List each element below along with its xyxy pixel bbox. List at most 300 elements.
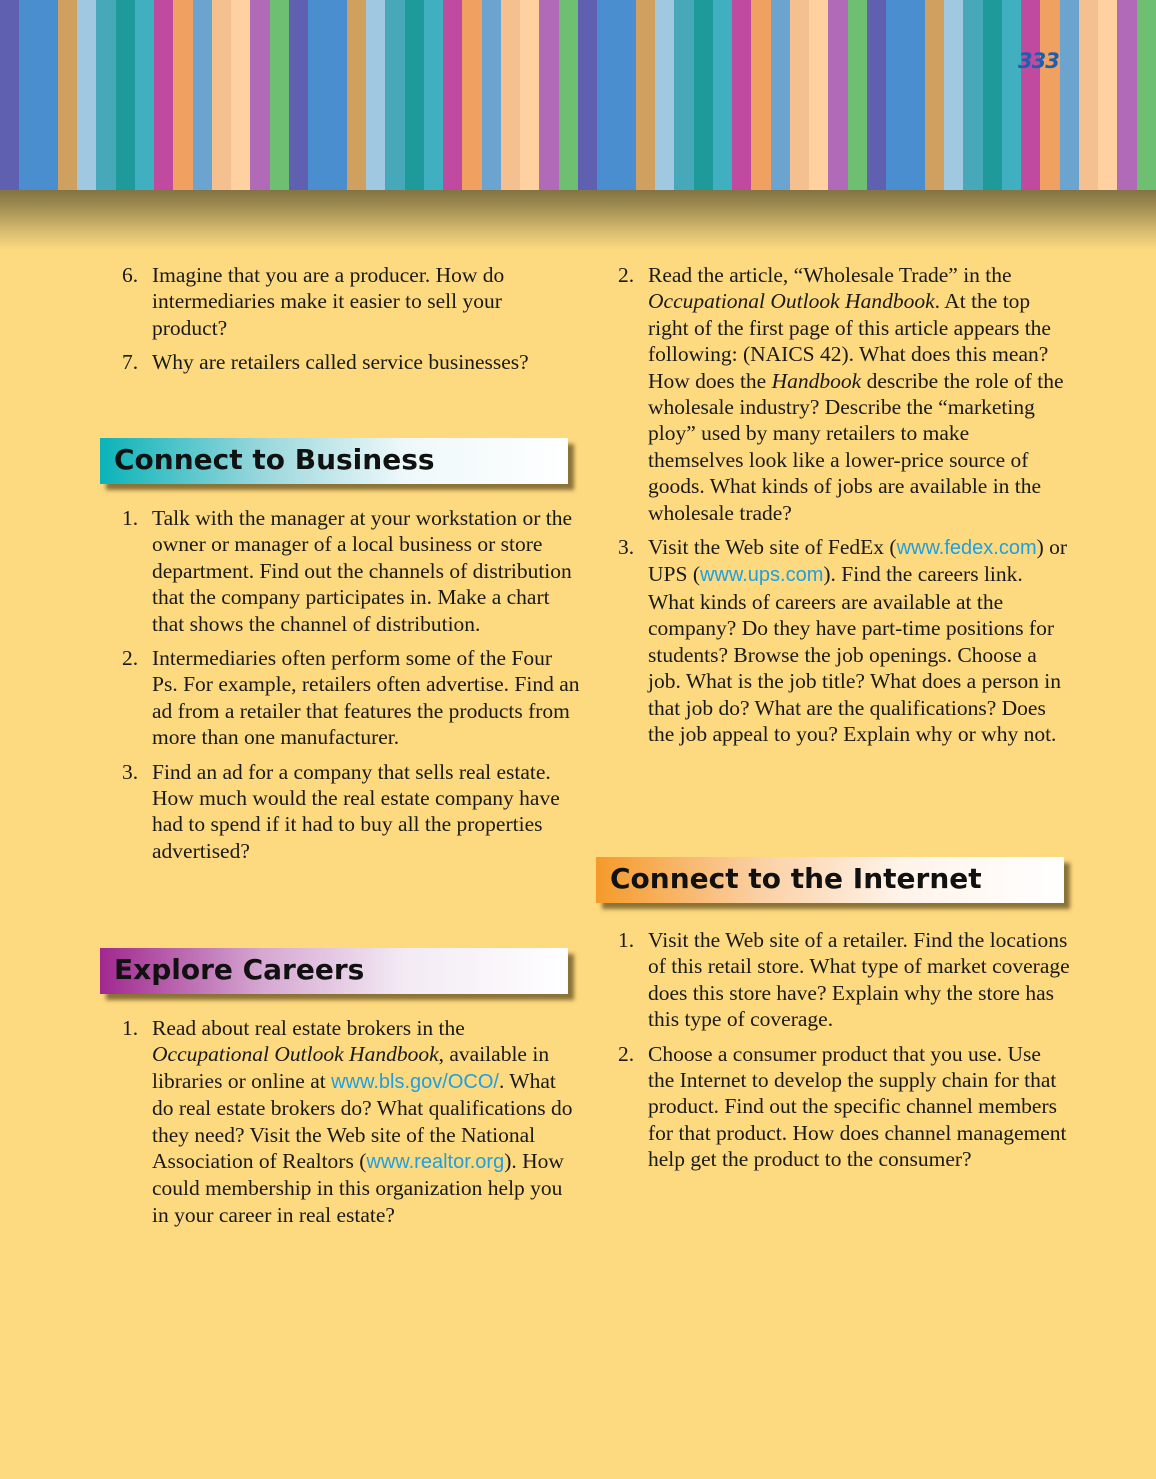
mosaic-tile (405, 148, 424, 169)
mosaic-tile (231, 127, 250, 148)
mosaic-tile (1060, 0, 1079, 21)
mosaic-tile (828, 21, 847, 42)
explore-careers-list (112, 1015, 582, 1236)
mosaic-tile (154, 148, 173, 169)
mosaic-tile (96, 21, 115, 42)
mosaic-tile (193, 42, 212, 63)
mosaic-tile (694, 21, 713, 42)
mosaic-tile (347, 148, 366, 169)
mosaic-tile (270, 127, 289, 148)
mosaic-tile (559, 169, 578, 190)
mosaic-tile (366, 63, 385, 84)
mosaic-tile (886, 21, 905, 42)
mosaic-tile (944, 21, 963, 42)
mosaic-tile (154, 0, 173, 21)
mosaic-tile (732, 106, 751, 127)
mosaic-tile (1098, 42, 1117, 63)
mosaic-tile (462, 148, 481, 169)
mosaic-tile (19, 21, 38, 42)
mosaic-tile (655, 127, 674, 148)
mosaic-tile (154, 42, 173, 63)
mosaic-tile (19, 148, 38, 169)
mosaic-tile (751, 63, 770, 84)
mosaic-tile (424, 63, 443, 84)
mosaic-tile (270, 21, 289, 42)
mosaic-tile (694, 84, 713, 105)
mosaic-tile (77, 169, 96, 190)
question-item: 7. Why are retailers called service businesses? (122, 350, 529, 375)
mosaic-tile (1021, 127, 1040, 148)
mosaic-tile (424, 169, 443, 190)
mosaic-tile (925, 84, 944, 105)
mosaic-tile (308, 42, 327, 63)
mosaic-tile (674, 84, 693, 105)
mosaic-tile (751, 84, 770, 105)
mosaic-tile (732, 63, 751, 84)
mosaic-tile (828, 127, 847, 148)
mosaic-tile (828, 169, 847, 190)
mosaic-tile (1117, 21, 1136, 42)
mosaic-tile (270, 169, 289, 190)
mosaic-tile (193, 127, 212, 148)
mosaic-tile (1117, 169, 1136, 190)
mosaic-tile (231, 84, 250, 105)
mosaic-tile (1002, 169, 1021, 190)
mosaic-tile (77, 63, 96, 84)
mosaic-tile (289, 84, 308, 105)
mosaic-tile (751, 0, 770, 21)
mosaic-tile (655, 21, 674, 42)
mosaic-tile (694, 0, 713, 21)
mosaic-tile (520, 169, 539, 190)
mosaic-tile (308, 148, 327, 169)
mosaic-tile (1079, 148, 1098, 169)
mosaic-tile (424, 21, 443, 42)
mosaic-tile (539, 0, 558, 21)
mosaic-tile (0, 21, 19, 42)
mosaic-tile (1137, 63, 1156, 84)
mosaic-tile (116, 63, 135, 84)
mosaic-tile (809, 106, 828, 127)
mosaic-tile (39, 63, 58, 84)
mosaic-tile (405, 84, 424, 105)
mosaic-tile (462, 169, 481, 190)
mosaic-tile (848, 169, 867, 190)
connect-to-business-list (112, 505, 582, 872)
mosaic-tile (424, 42, 443, 63)
mosaic-tile (1117, 127, 1136, 148)
review-questions (112, 262, 582, 376)
mosaic-tile (58, 148, 77, 169)
mosaic-tile (867, 63, 886, 84)
mosaic-tile (347, 84, 366, 105)
mosaic-tile (578, 42, 597, 63)
mosaic-tile (828, 63, 847, 84)
mosaic-tile (790, 0, 809, 21)
mosaic-tile (694, 106, 713, 127)
mosaic-tile (385, 127, 404, 148)
mosaic-tile (424, 127, 443, 148)
mosaic-tile (501, 127, 520, 148)
mosaic-tile (289, 0, 308, 21)
mosaic-tile (1079, 106, 1098, 127)
mosaic-tile (636, 0, 655, 21)
mosaic-tile (1021, 148, 1040, 169)
mosaic-tile (867, 0, 886, 21)
mosaic-tile (713, 21, 732, 42)
mosaic-tile (655, 63, 674, 84)
careers-item: 3. Visit the Web site of FedEx (www.fedex.com) or UPS (www.ups.com). Find the careers link. What kinds of careers are available at the company? Do they have part-time positions for students? Browse the job openings. Choose a job. What is the job title? What does a person in that job do? What are the qualifications? Does the job appeal to you? Explain why or why not. (618, 535, 1068, 746)
mosaic-tile (848, 106, 867, 127)
mosaic-tile (1040, 0, 1059, 21)
mosaic-tile (77, 148, 96, 169)
mosaic-tile (1021, 84, 1040, 105)
mosaic-tile (790, 148, 809, 169)
mosaic-tile (116, 106, 135, 127)
mosaic-tile (250, 127, 269, 148)
mosaic-tile (1040, 169, 1059, 190)
mosaic-tile (328, 84, 347, 105)
connect-to-internet-heading: Connect to the Internet (596, 857, 1064, 903)
mosaic-tile (617, 21, 636, 42)
mosaic-tile (771, 21, 790, 42)
mosaic-tile (443, 127, 462, 148)
mosaic-tile (385, 148, 404, 169)
mosaic-tile (116, 127, 135, 148)
mosaic-tile (867, 106, 886, 127)
mosaic-tile (539, 127, 558, 148)
mosaic-tile (1098, 127, 1117, 148)
mosaic-tile (385, 63, 404, 84)
mosaic-tile (462, 21, 481, 42)
mosaic-tile (771, 106, 790, 127)
mosaic-tile (270, 63, 289, 84)
mosaic-tile (96, 127, 115, 148)
mosaic-tile (944, 169, 963, 190)
mosaic-tile (1098, 106, 1117, 127)
mosaic-tile (867, 21, 886, 42)
mosaic-tile (674, 127, 693, 148)
mosaic-tile (19, 84, 38, 105)
mosaic-tile (944, 84, 963, 105)
mosaic-tile (520, 21, 539, 42)
mosaic-tile (1098, 84, 1117, 105)
mosaic-tile (443, 21, 462, 42)
mosaic-tile (751, 127, 770, 148)
mosaic-tile (0, 42, 19, 63)
mosaic-tile (193, 106, 212, 127)
mosaic-tile (1079, 63, 1098, 84)
left-column (112, 262, 582, 384)
mosaic-tile (1002, 106, 1021, 127)
mosaic-tile (19, 63, 38, 84)
mosaic-tile (751, 106, 770, 127)
mosaic-tile (1021, 106, 1040, 127)
mosaic-tile (173, 106, 192, 127)
mosaic-tile (328, 0, 347, 21)
mosaic-tile (1060, 148, 1079, 169)
mosaic-tile (1117, 84, 1136, 105)
mosaic-tile (906, 21, 925, 42)
mosaic-tile (809, 63, 828, 84)
mosaic-tile (501, 63, 520, 84)
mosaic-tile (1137, 42, 1156, 63)
mosaic-tile (212, 106, 231, 127)
mosaic-tile (983, 42, 1002, 63)
mosaic-tile (636, 169, 655, 190)
mosaic-tile (173, 127, 192, 148)
mosaic-tile (154, 63, 173, 84)
mosaic-tile (617, 42, 636, 63)
mosaic-tile (809, 0, 828, 21)
mosaic-tile (655, 148, 674, 169)
mosaic-tile (0, 84, 19, 105)
mosaic-tile (1021, 21, 1040, 42)
mosaic-tile (867, 42, 886, 63)
mosaic-tile (520, 106, 539, 127)
mosaic-tile (366, 42, 385, 63)
mosaic-tile (250, 21, 269, 42)
mosaic-tile (694, 63, 713, 84)
mosaic-tile (424, 0, 443, 21)
mosaic-tile (443, 63, 462, 84)
mosaic-tile (790, 106, 809, 127)
ups-link[interactable]: www.ups.com (699, 564, 824, 587)
mosaic-tile (154, 21, 173, 42)
mosaic-tile (1002, 148, 1021, 169)
mosaic-tile (96, 0, 115, 21)
mosaic-tile (597, 21, 616, 42)
mosaic-tile (1040, 106, 1059, 127)
mosaic-tile (713, 0, 732, 21)
mosaic-tile (771, 127, 790, 148)
mosaic-tile (212, 148, 231, 169)
mosaic-tile (983, 106, 1002, 127)
mosaic-tile (250, 42, 269, 63)
mosaic-tile (597, 127, 616, 148)
mosaic-tile (674, 21, 693, 42)
mosaic-tile (308, 0, 327, 21)
mosaic-tile (1060, 63, 1079, 84)
mosaic-tile (906, 169, 925, 190)
mosaic-tile (848, 84, 867, 105)
mosaic-tile (578, 0, 597, 21)
mosaic-tile (1079, 84, 1098, 105)
business-item: 3. Find an ad for a company that sells real estate. How much would the real estate company have had to spend if it had to buy all the properties advertised? (122, 759, 560, 863)
mosaic-tile (405, 106, 424, 127)
mosaic-tile (77, 84, 96, 105)
internet-item: 1. Visit the Web site of a retailer. Find the locations of this retail store. What type of market coverage does this store have? Explain why the store has this type of coverage. (618, 928, 1070, 1032)
mosaic-tile (77, 127, 96, 148)
mosaic-tile (559, 63, 578, 84)
mosaic-tile (116, 169, 135, 190)
mosaic-tile (1137, 84, 1156, 105)
mosaic-tile (790, 169, 809, 190)
mosaic-tile (983, 84, 1002, 105)
mosaic-tile (1079, 169, 1098, 190)
mosaic-tile (790, 63, 809, 84)
mosaic-tile (212, 0, 231, 21)
mosaic-tile (578, 127, 597, 148)
mosaic-tile (173, 42, 192, 63)
mosaic-tile (173, 21, 192, 42)
mosaic-tile (617, 127, 636, 148)
mosaic-tile (520, 84, 539, 105)
banner-shadow (0, 190, 1156, 250)
mosaic-tile (751, 169, 770, 190)
mosaic-tile (405, 63, 424, 84)
mosaic-tile (1137, 21, 1156, 42)
mosaic-tile (231, 0, 250, 21)
mosaic-tile (96, 63, 115, 84)
mosaic-tile (501, 148, 520, 169)
mosaic-tile (0, 148, 19, 169)
mosaic-tile (270, 0, 289, 21)
mosaic-tile (250, 106, 269, 127)
mosaic-tile (790, 21, 809, 42)
mosaic-tile (1021, 0, 1040, 21)
mosaic-tile (0, 0, 19, 21)
mosaic-tile (578, 63, 597, 84)
mosaic-tile (58, 84, 77, 105)
mosaic-tile (790, 42, 809, 63)
mosaic-tile (713, 148, 732, 169)
mosaic-tile (867, 84, 886, 105)
mosaic-tile (655, 169, 674, 190)
mosaic-tile (501, 169, 520, 190)
mosaic-tile (848, 0, 867, 21)
mosaic-tile (636, 148, 655, 169)
mosaic-tile (347, 169, 366, 190)
mosaic-tile (443, 169, 462, 190)
mosaic-tile (173, 84, 192, 105)
mosaic-tile (751, 21, 770, 42)
mosaic-tile (231, 42, 250, 63)
mosaic-tile (39, 169, 58, 190)
mosaic-tile (906, 42, 925, 63)
mosaic-tile (617, 106, 636, 127)
mosaic-tile (250, 0, 269, 21)
mosaic-tile (848, 148, 867, 169)
mosaic-tile (135, 42, 154, 63)
mosaic-tile (193, 148, 212, 169)
mosaic-tile (1002, 84, 1021, 105)
mosaic-tile (39, 148, 58, 169)
mosaic-tile (944, 127, 963, 148)
mosaic-tile (771, 169, 790, 190)
mosaic-tile (308, 169, 327, 190)
mosaic-tile (597, 169, 616, 190)
mosaic-tile (193, 63, 212, 84)
mosaic-tile (405, 21, 424, 42)
mosaic-tile (983, 21, 1002, 42)
connect-to-internet-list (608, 927, 1070, 1181)
mosaic-tile (1117, 148, 1136, 169)
mosaic-tile (867, 148, 886, 169)
mosaic-tile (713, 42, 732, 63)
mosaic-tile (135, 84, 154, 105)
mosaic-tile (944, 0, 963, 21)
mosaic-tile (39, 84, 58, 105)
mosaic-tile (135, 63, 154, 84)
mosaic-tile (270, 106, 289, 127)
mosaic-tile (636, 127, 655, 148)
mosaic-tile (154, 169, 173, 190)
mosaic-tile (886, 169, 905, 190)
mosaic-tile (443, 42, 462, 63)
mosaic-tile (482, 106, 501, 127)
mosaic-tile (212, 63, 231, 84)
mosaic-tile (1137, 0, 1156, 21)
mosaic-tile (559, 0, 578, 21)
mosaic-tile (636, 84, 655, 105)
mosaic-tile (482, 42, 501, 63)
question-item: 6. Imagine that you are a producer. How do intermediaries make it easier to sell your product? (122, 263, 505, 340)
mosaic-tile (1002, 21, 1021, 42)
mosaic-tile (347, 42, 366, 63)
mosaic-tile (366, 127, 385, 148)
mosaic-tile (58, 127, 77, 148)
mosaic-tile (983, 169, 1002, 190)
mosaic-tile (520, 42, 539, 63)
mosaic-tile (828, 148, 847, 169)
mosaic-tile (809, 42, 828, 63)
mosaic-tile (482, 127, 501, 148)
mosaic-tile (405, 0, 424, 21)
mosaic-tile (983, 63, 1002, 84)
mosaic-tile (694, 148, 713, 169)
mosaic-tile (116, 84, 135, 105)
mosaic-tile (925, 21, 944, 42)
mosaic-tile (347, 21, 366, 42)
mosaic-tile (270, 84, 289, 105)
mosaic-tile (212, 84, 231, 105)
mosaic-tile (154, 127, 173, 148)
mosaic-tile (809, 84, 828, 105)
mosaic-tile (250, 169, 269, 190)
mosaic-tile (289, 106, 308, 127)
mosaic-tile (366, 169, 385, 190)
mosaic-tile (732, 169, 751, 190)
mosaic-tile (58, 106, 77, 127)
mosaic-tile (250, 63, 269, 84)
mosaic-tile (501, 106, 520, 127)
mosaic-tile (520, 63, 539, 84)
mosaic-tile (77, 0, 96, 21)
mosaic-tile (771, 42, 790, 63)
mosaic-tile (617, 0, 636, 21)
mosaic-tile (578, 21, 597, 42)
mosaic-tile (424, 148, 443, 169)
mosaic-tile (289, 63, 308, 84)
mosaic-tile (501, 0, 520, 21)
mosaic-tile (405, 127, 424, 148)
mosaic-tile (828, 42, 847, 63)
mosaic-tile (886, 127, 905, 148)
mosaic-tile (963, 21, 982, 42)
mosaic-tile (1060, 84, 1079, 105)
fedex-link[interactable]: www.fedex.com (896, 537, 1037, 560)
mosaic-tile (328, 21, 347, 42)
mosaic-tile (308, 106, 327, 127)
mosaic-tile (944, 106, 963, 127)
bls-link[interactable]: www.bls.gov/OCO/ (331, 1070, 499, 1093)
realtor-link[interactable]: www.realtor.org (366, 1151, 505, 1174)
mosaic-tile (771, 84, 790, 105)
mosaic-tile (462, 63, 481, 84)
mosaic-tile (559, 21, 578, 42)
mosaic-tile (231, 106, 250, 127)
